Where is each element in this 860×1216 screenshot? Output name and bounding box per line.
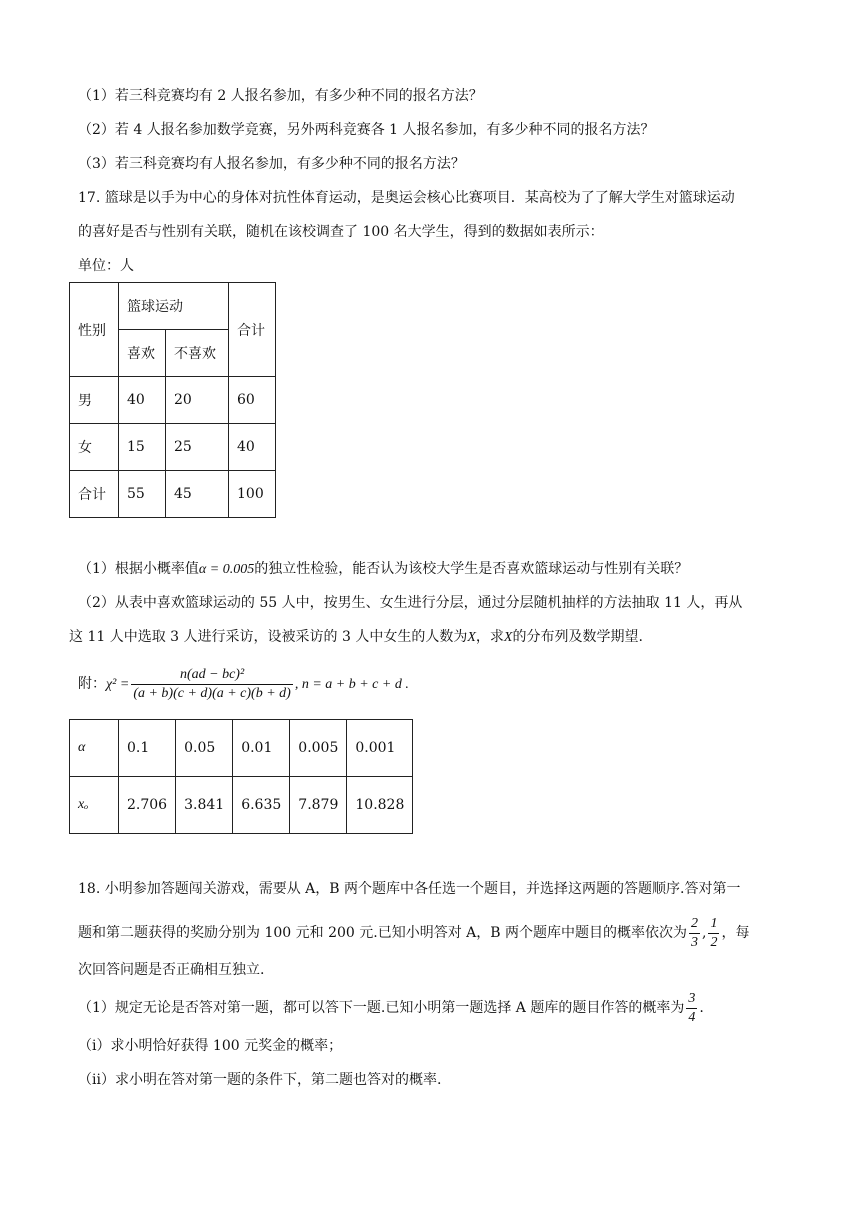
alpha-value: α = 0.005 (198, 562, 255, 577)
table-row (70, 424, 276, 471)
fraction-numerator: 2 (689, 915, 700, 934)
x-cell: 10.828 (347, 777, 413, 834)
table-row (70, 377, 276, 424)
table-row (70, 720, 413, 777)
header-dislike: 不喜欢 (166, 330, 229, 377)
q18-part1-text-b: . (699, 1000, 704, 1016)
q18-part1-text-a: （1）规定无论是否答对第一题，都可以答下一题.已知小明第一题选择 A 题库的题目作答的概率为 (78, 1000, 685, 1016)
header-total: 合计 (229, 283, 276, 377)
q17-part2-text-d: 的分布列及数学期望. (512, 629, 643, 645)
q16-part3: （3）若三科竞赛均有人报名参加，有多少种不同的报名方法？ (78, 156, 465, 172)
cell-dislike: 45 (166, 471, 229, 518)
q18-part1-i: （i）求小明恰好获得 100 元奖金的概率； (78, 1038, 343, 1054)
fraction-two-thirds (689, 915, 700, 952)
q17-part1-text-b: 的独立性检验，能否认为该校大学生是否喜欢篮球运动与性别有关联？ (254, 561, 689, 577)
cell-total: 60 (229, 377, 276, 424)
table-row (70, 471, 276, 518)
formula-tail: , n = a + b + c + d . (294, 677, 409, 692)
q17-intro-line1: 17. 篮球是以手为中心的身体对抗性体育运动，是奥运会核心比赛项目．某高校为了了解大学生对篮球运动 (78, 190, 735, 206)
q17-intro-line2: 的喜好是否与性别有关联，随机在该校调查了 100 名大学生，得到的数据如表所示： (78, 224, 604, 240)
q17-part2-line2 (69, 627, 643, 648)
formula-denominator: (a + b)(c + d)(a + c)(b + d) (133, 685, 291, 701)
formula-prefix: 附： (78, 676, 106, 692)
q17-part2-text-c: ，求 (475, 629, 504, 645)
x-cell: 3.841 (176, 777, 233, 834)
alpha-cell: 0.005 (290, 720, 347, 777)
q17-part1-text-a: （1）根据小概率值 (78, 561, 199, 577)
q18-line2-text-b: ，每 (721, 925, 750, 941)
q17-part1 (78, 559, 688, 580)
alpha-cell: 0.05 (176, 720, 233, 777)
q17-part2-line1: （2）从表中喜欢篮球运动的 55 人中，按男生、女生进行分层，通过分层随机抽样的方法抽取 11 人，再从 (78, 595, 743, 611)
x-label: xₒ (70, 777, 119, 834)
alpha-label: α (70, 720, 119, 777)
q18-line1: 18. 小明参加答题闯关游戏，需要从 A，B 两个题库中各任选一个题目，并选择这两题的答题顺序.答对第一 (78, 881, 741, 897)
q18-line2-text-a: 题和第二题获得的奖励分别为 100 元和 200 元.已知小明答对 A，B 两个题库中题目的概率依次为 (78, 925, 687, 941)
q18-part1 (78, 988, 704, 1028)
q18-line2: 题和第二题获得的奖励分别为 100 元和 200 元.已知小明答对 A，B 两个题库中题目的概率依次为 $\frac{2}{3}$ , $\frac{1}{2}$ ，每 (78, 915, 750, 950)
q17-part2-text-b: 这 11 人中选取 3 人进行采访，设被采访的 3 人中女生的人数为 (69, 629, 468, 645)
q18-part1-ii: （ii）求小明在答对第一题的条件下，第二题也答对的概率. (78, 1072, 442, 1088)
fraction-denominator: 2 (710, 934, 718, 950)
cell-like: 15 (119, 424, 166, 471)
q16-part2: （2）若 4 人报名参加数学竞赛，另外两科竞赛各 1 人报名参加，有多少种不同的报名方法？ (78, 122, 655, 138)
var-x: X (503, 630, 513, 645)
q17-unit: 单位：人 (78, 258, 134, 274)
fraction-denominator: 3 (691, 934, 698, 950)
row-label: 女 (70, 424, 119, 471)
header-gender: 性别 (70, 283, 119, 377)
fraction-three-quarters (686, 990, 697, 1027)
x-cell: 6.635 (233, 777, 290, 834)
x-cell: 2.706 (119, 777, 176, 834)
alpha-cell: 0.1 (119, 720, 176, 777)
cell-dislike: 25 (166, 424, 229, 471)
table-row (70, 777, 413, 834)
formula-fraction (131, 666, 293, 703)
row-label: 男 (70, 377, 119, 424)
q18-line3: 次回答问题是否正确相互独立. (78, 962, 265, 978)
critical-value-table (69, 719, 413, 834)
header-like: 喜欢 (119, 330, 166, 377)
x-cell: 7.879 (290, 777, 347, 834)
survey-table (69, 282, 276, 518)
formula-lhs: χ² = (106, 677, 130, 692)
cell-total: 100 (229, 471, 276, 518)
fraction-one-half (708, 915, 719, 952)
chi-square-formula (78, 664, 409, 705)
row-label: 合计 (70, 471, 119, 518)
fraction-numerator: 1 (708, 915, 719, 934)
var-x: X (467, 630, 476, 645)
formula-numerator: n(ad − bc)² (131, 666, 293, 685)
cell-total: 40 (229, 424, 276, 471)
header-basketball: 篮球运动 (119, 283, 229, 330)
fraction-numerator: 3 (686, 990, 697, 1009)
alpha-cell: 0.001 (347, 720, 413, 777)
cell-like: 55 (119, 471, 166, 518)
cell-dislike: 20 (166, 377, 229, 424)
q16-part1: （1）若三科竞赛均有 2 人报名参加，有多少种不同的报名方法？ (78, 88, 483, 104)
cell-like: 40 (119, 377, 166, 424)
fraction-denominator: 4 (688, 1009, 696, 1025)
alpha-cell: 0.01 (233, 720, 290, 777)
